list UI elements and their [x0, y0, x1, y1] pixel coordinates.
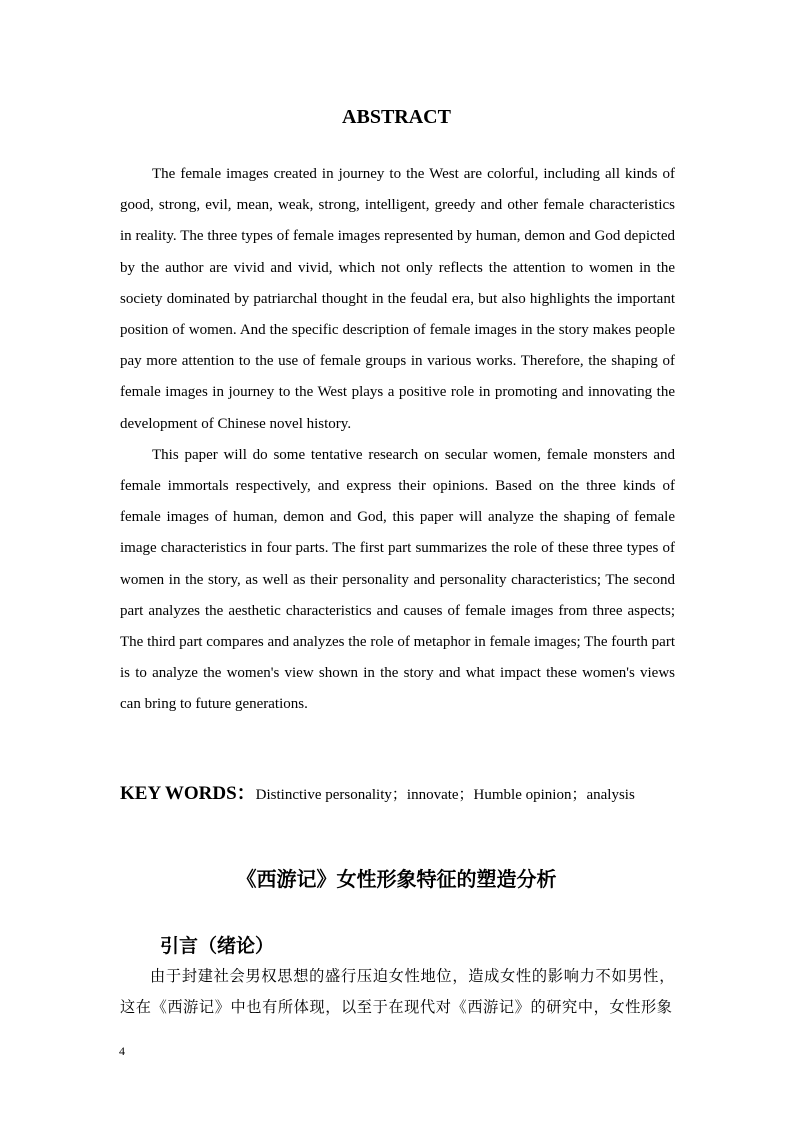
- section-heading: 引言（绪论）: [160, 935, 275, 957]
- keywords-line: [120, 780, 700, 809]
- abstract-title: ABSTRACT: [342, 106, 451, 128]
- chinese-paragraph: 由于封建社会男权思想的盛行压迫女性地位，造成女性的影响力不如男性，这在《西游记》中也有所体现，以至于在现代对《西游记》的研究中，女性形象: [120, 967, 675, 1016]
- abstract-paragraph-1: The female images created in journey to the West are colorful, including all kinds of good, strong, evil, mean, weak, strong, intelligent, greedy and other female characteristics in reality. The three types of female images represented by human, demon and God depicted by the author are vivid and vivid, which not only reflects the attention to women in the society dominated by patriarchal thought in the feudal era, but also highlights the important position of women. And the specific description of female images in the story makes people pay more attention to the use of female groups in various works. Therefore, the shaping of female images in journey to the West plays a positive role in promoting and innovating the development of Chinese novel history.: [120, 166, 675, 432]
- chinese-title: 《西游记》女性形象特征的塑造分析: [236, 867, 557, 891]
- keywords-label: KEY WORDS：: [120, 783, 256, 804]
- page-number: 4: [119, 1044, 125, 1058]
- abstract-paragraph-2: This paper will do some tentative research on secular women, female monsters and female immortals respectively, and express their opinions. Based on the three kinds of female images of human, demon and God, this paper will analyze the shaping of female image characteristics in four parts. The first part summarizes the role of these three types of women in the story, as well as their personality and personality characteristics; The second part analyzes the aesthetic characteristics and causes of female images from three aspects; The third part compares and analyzes the role of metaphor in female images; The fourth part is to analyze the women's view shown in the story and what impact these women's views can bring to future generations.: [120, 446, 675, 713]
- keywords-text: Distinctive personality；innovate；Humble opinion；analysis: [255, 787, 635, 803]
- abstract-body: [120, 159, 675, 721]
